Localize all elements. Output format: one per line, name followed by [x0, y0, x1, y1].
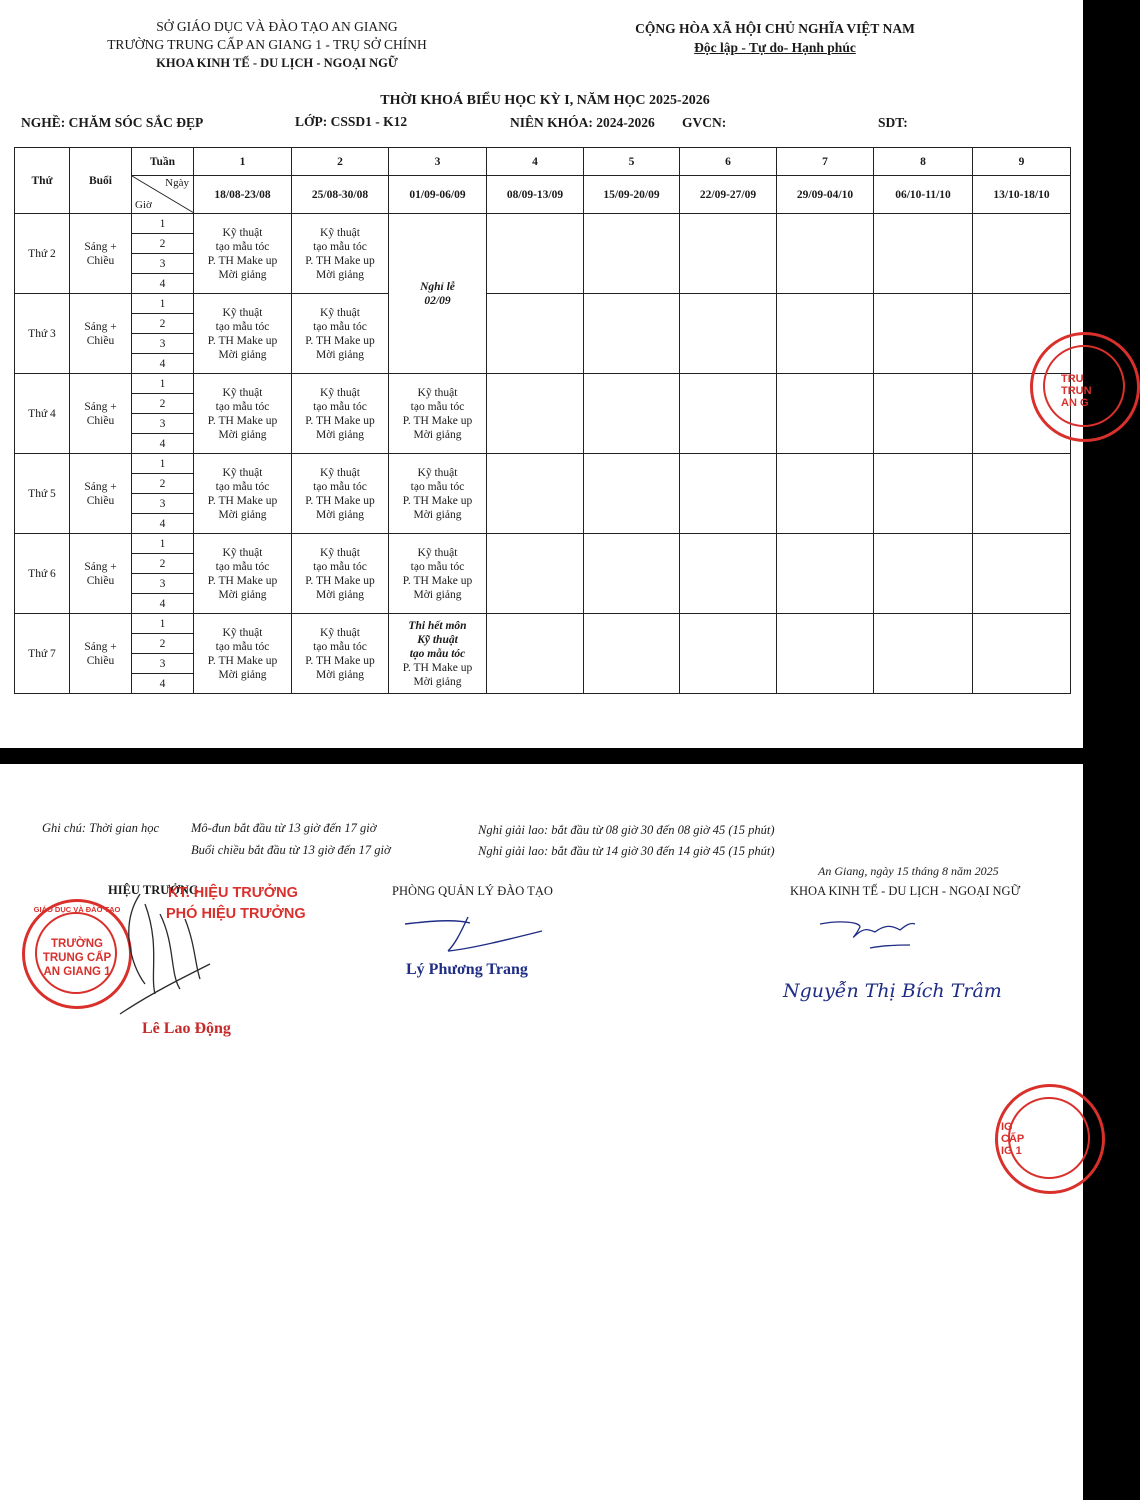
notes-signatures-page [0, 764, 1083, 1500]
major-label: NGHỀ: CHĂM SÓC SẮC ĐẸP [21, 115, 204, 130]
timetable-page [0, 0, 1092, 748]
day-hour-corner [132, 176, 194, 214]
holiday-line: Nghỉ lễ [420, 280, 455, 293]
table-row [15, 614, 1071, 634]
empty-cell [487, 614, 584, 694]
lesson-line: P. TH Make up [305, 654, 375, 667]
hour-cell: 4 [132, 514, 194, 534]
session-cell: Sáng + Chiều [70, 614, 132, 694]
week-dates: 06/10-11/10 [874, 176, 973, 214]
lesson-line: Mời giảng [413, 508, 462, 521]
day-cell: Thứ 7 [15, 614, 70, 694]
empty-cell [680, 454, 777, 534]
school-name: TRƯỜNG TRUNG CẤP AN GIANG 1 - TRỤ SỞ CHÍNH [107, 37, 427, 52]
lesson-line: tạo mẫu tóc [313, 320, 367, 333]
lesson-line: tạo mẫu tóc [313, 240, 367, 253]
week-number: 4 [487, 148, 584, 176]
week-dates: 29/09-04/10 [777, 176, 874, 214]
week-dates: 15/09-20/09 [584, 176, 680, 214]
lesson-line: Kỹ thuật [320, 226, 360, 239]
lesson-cell [292, 454, 389, 534]
exam-line: Mời giảng [413, 675, 462, 688]
hour-cell: 1 [132, 294, 194, 314]
empty-cell [874, 534, 973, 614]
training-signature [400, 909, 550, 959]
empty-cell [777, 294, 874, 374]
lesson-cell [194, 374, 292, 454]
empty-cell [487, 294, 584, 374]
empty-cell [487, 374, 584, 454]
kt-principal: KT. HIỆU TRƯỞNG [168, 885, 298, 901]
week-number: 3 [389, 148, 487, 176]
lesson-line: Kỹ thuật [320, 386, 360, 399]
stamp-line2: TRUNG CẤP [42, 952, 112, 964]
hour-cell: 1 [132, 534, 194, 554]
table-row [15, 534, 1071, 554]
lesson-line: P. TH Make up [402, 494, 473, 507]
week-dates: 22/09-27/09 [680, 176, 777, 214]
note-afternoon-time: Buổi chiều bắt đầu từ 13 giờ đến 17 giờ [191, 843, 391, 857]
empty-cell [584, 294, 680, 374]
lesson-cell [194, 454, 292, 534]
note-break-morning: Nghỉ giải lao: bắt đầu từ 08 giờ 30 đến 08 giờ 45 (15 phút) [478, 823, 775, 837]
week-dates: 18/08-23/08 [194, 176, 292, 214]
country-name: CỘNG HÒA XÃ HỘI CHỦ NGHĨA VIỆT NAM [635, 21, 915, 36]
session-cell: Sáng + Chiều [70, 534, 132, 614]
lesson-cell [389, 374, 487, 454]
lesson-line: P. TH Make up [305, 414, 375, 427]
lesson-line: P. TH Make up [207, 334, 278, 347]
timetable-body [15, 214, 1071, 694]
lesson-line: Mời giảng [413, 588, 462, 601]
exam-line: Kỹ thuật [417, 633, 458, 646]
empty-cell [973, 614, 1071, 694]
week-number: 1 [194, 148, 292, 176]
exam-cell [389, 614, 487, 694]
date-place: An Giang, ngày 15 tháng 8 năm 2025 [818, 864, 999, 878]
day-cell: Thứ 3 [15, 294, 70, 374]
week-dates: 08/09-13/09 [487, 176, 584, 214]
exam-line: Thi hết môn [408, 619, 467, 632]
lesson-line: P. TH Make up [305, 494, 375, 507]
hour-cell: 4 [132, 274, 194, 294]
empty-cell [680, 294, 777, 374]
empty-cell [487, 454, 584, 534]
empty-cell [874, 374, 973, 454]
faculty-name-handwritten: Nguyễn Thị Bích Trâm [783, 980, 1002, 1002]
lesson-line: P. TH Make up [305, 334, 375, 347]
lesson-line: Mời giảng [316, 588, 364, 601]
lesson-line: P. TH Make up [207, 254, 278, 267]
lesson-line: tạo mẫu tóc [313, 400, 367, 413]
lesson-line: Kỹ thuật [320, 546, 360, 559]
lesson-cell [194, 534, 292, 614]
lesson-line: Kỹ thuật [320, 306, 360, 319]
stamp-line1: TRƯỜNG [51, 938, 103, 950]
training-office-title: PHÒNG QUẢN LÝ ĐÀO TẠO [392, 884, 553, 898]
lesson-line: tạo mẫu tóc [410, 480, 465, 493]
lesson-line: P. TH Make up [207, 654, 278, 667]
stamp-partial-bottom: IG CẤP IG 1 [995, 1084, 1105, 1194]
lesson-cell [389, 534, 487, 614]
empty-cell [777, 374, 874, 454]
session-cell: Sáng + Chiều [70, 374, 132, 454]
lesson-line: tạo mẫu tóc [410, 400, 465, 413]
lesson-line: Kỹ thuật [417, 386, 458, 399]
week-number: 5 [584, 148, 680, 176]
date-header-row [15, 176, 1071, 214]
empty-cell [973, 214, 1071, 294]
lesson-line: tạo mẫu tóc [215, 640, 270, 653]
empty-cell [584, 214, 680, 294]
week-dates: 13/10-18/10 [973, 176, 1071, 214]
lesson-line: P. TH Make up [402, 414, 473, 427]
hour-cell: 4 [132, 354, 194, 374]
lesson-line: tạo mẫu tóc [215, 480, 270, 493]
col-thu: Thứ [15, 148, 70, 214]
lesson-line: P. TH Make up [207, 574, 278, 587]
lesson-line: tạo mẫu tóc [215, 560, 270, 573]
lesson-line: P. TH Make up [402, 574, 473, 587]
lesson-cell [292, 614, 389, 694]
motto: Độc lập - Tự do- Hạnh phúc [694, 40, 856, 55]
week-number: 7 [777, 148, 874, 176]
lesson-line: tạo mẫu tóc [410, 560, 465, 573]
lesson-line: Kỹ thuật [417, 546, 458, 559]
hour-cell: 3 [132, 654, 194, 674]
hour-cell: 3 [132, 414, 194, 434]
lesson-line: Mời giảng [316, 668, 364, 681]
table-row [15, 294, 1071, 314]
session-cell: Sáng + Chiều [70, 214, 132, 294]
col-ngay: Ngày [165, 177, 189, 189]
hour-cell: 4 [132, 434, 194, 454]
lesson-line: P. TH Make up [207, 494, 278, 507]
lesson-line: Kỹ thuật [222, 306, 263, 319]
lesson-line: Kỹ thuật [222, 226, 263, 239]
hour-cell: 3 [132, 254, 194, 274]
day-cell: Thứ 4 [15, 374, 70, 454]
hour-cell: 4 [132, 674, 194, 694]
empty-cell [973, 534, 1071, 614]
table-row [15, 214, 1071, 234]
day-cell: Thứ 6 [15, 534, 70, 614]
table-row [15, 454, 1071, 474]
lesson-line: Mời giảng [218, 668, 267, 681]
hour-cell: 3 [132, 574, 194, 594]
lesson-cell [292, 374, 389, 454]
lesson-line: Mời giảng [218, 428, 267, 441]
lesson-line: Kỹ thuật [222, 386, 263, 399]
lesson-cell [194, 214, 292, 294]
stamp-partial-top: TRU TRUN AN G [1030, 332, 1140, 442]
lesson-line: Kỹ thuật [417, 466, 458, 479]
cohort-label: NIÊN KHÓA: 2024-2026 [510, 115, 655, 130]
lesson-line: P. TH Make up [305, 254, 375, 267]
week-dates: 25/08-30/08 [292, 176, 389, 214]
week-number: 8 [874, 148, 973, 176]
lesson-line: tạo mẫu tóc [313, 480, 367, 493]
lesson-cell [292, 294, 389, 374]
lesson-cell [292, 214, 389, 294]
col-buoi: Buổi [70, 148, 132, 214]
hour-cell: 2 [132, 634, 194, 654]
holiday-line: 02/09 [424, 294, 451, 307]
empty-cell [874, 294, 973, 374]
note-module-time: Mô-đun bắt đầu từ 13 giờ đến 17 giờ [191, 821, 377, 835]
lesson-line: Kỹ thuật [320, 626, 360, 639]
lesson-line: Mời giảng [218, 348, 267, 361]
day-cell: Thứ 5 [15, 454, 70, 534]
lesson-line: Mời giảng [413, 428, 462, 441]
empty-cell [584, 534, 680, 614]
lesson-line: Mời giảng [218, 268, 267, 281]
exam-line: P. TH Make up [402, 661, 473, 674]
exam-line: tạo mẫu tóc [409, 647, 466, 660]
lesson-cell [194, 614, 292, 694]
hour-cell: 1 [132, 214, 194, 234]
week-number: 2 [292, 148, 389, 176]
lesson-line: Kỹ thuật [222, 626, 263, 639]
week-header-row [15, 148, 1071, 176]
lesson-line: Mời giảng [218, 508, 267, 521]
col-tuan: Tuần [132, 148, 194, 176]
lesson-line: Mời giảng [316, 428, 364, 441]
page-title: THỜI KHOÁ BIỂU HỌC KỲ I, NĂM HỌC 2025-2026 [380, 93, 710, 108]
dept-name: SỞ GIÁO DỤC VÀ ĐÀO TẠO AN GIANG [156, 19, 398, 34]
empty-cell [680, 214, 777, 294]
holiday-cell [389, 214, 487, 374]
faculty-signature [815, 912, 925, 952]
lesson-cell [194, 294, 292, 374]
lesson-line: tạo mẫu tóc [215, 320, 270, 333]
vice-principal: PHÓ HIỆU TRƯỞNG [166, 906, 306, 922]
lesson-line: Mời giảng [316, 508, 364, 521]
gvcn-label: GVCN: [682, 115, 727, 130]
lesson-line: P. TH Make up [305, 574, 375, 587]
empty-cell [874, 454, 973, 534]
week-number: 6 [680, 148, 777, 176]
empty-cell [777, 214, 874, 294]
lesson-line: tạo mẫu tóc [215, 240, 270, 253]
hour-cell: 2 [132, 474, 194, 494]
stamp-ring-text: GIÁO DỤC VÀ ĐÀO TẠO [33, 905, 121, 914]
lesson-line: tạo mẫu tóc [313, 640, 367, 653]
day-cell: Thứ 2 [15, 214, 70, 294]
timetable [14, 147, 1071, 694]
lesson-line: P. TH Make up [207, 414, 278, 427]
empty-cell [777, 614, 874, 694]
principal-signature [100, 884, 220, 1024]
week-number: 9 [973, 148, 1071, 176]
hour-cell: 1 [132, 614, 194, 634]
col-gio: Giờ [135, 199, 152, 211]
hour-cell: 3 [132, 494, 194, 514]
empty-cell [584, 374, 680, 454]
lesson-cell [389, 454, 487, 534]
lesson-line: Kỹ thuật [320, 466, 360, 479]
faculty-title: KHOA KINH TẾ - DU LỊCH - NGOẠI NGỮ [790, 884, 1021, 898]
principal-name: Lê Lao Động [142, 1020, 231, 1037]
principal-title: HIỆU TRƯỞNG [108, 883, 199, 897]
empty-cell [874, 214, 973, 294]
hour-cell: 2 [132, 234, 194, 254]
hour-cell: 3 [132, 334, 194, 354]
hour-cell: 2 [132, 394, 194, 414]
empty-cell [487, 534, 584, 614]
empty-cell [487, 214, 584, 294]
lesson-line: Mời giảng [316, 268, 364, 281]
empty-cell [584, 454, 680, 534]
hour-cell: 2 [132, 314, 194, 334]
empty-cell [973, 454, 1071, 534]
table-row [15, 374, 1071, 394]
session-cell: Sáng + Chiều [70, 294, 132, 374]
phone-label: SDT: [878, 115, 908, 130]
empty-cell [680, 534, 777, 614]
empty-cell [777, 454, 874, 534]
session-cell: Sáng + Chiều [70, 454, 132, 534]
stamp-line3: AN GIANG 1 [43, 966, 111, 978]
hour-cell: 2 [132, 554, 194, 574]
training-name: Lý Phương Trang [406, 961, 528, 978]
empty-cell [680, 614, 777, 694]
hour-cell: 1 [132, 374, 194, 394]
lesson-line: tạo mẫu tóc [313, 560, 367, 573]
week-dates: 01/09-06/09 [389, 176, 487, 214]
lesson-line: Kỹ thuật [222, 466, 263, 479]
note-break-afternoon: Nghỉ giải lao: bắt đầu từ 14 giờ 30 đến 14 giờ 45 (15 phút) [478, 844, 775, 858]
hour-cell: 1 [132, 454, 194, 474]
lesson-cell [292, 534, 389, 614]
hour-cell: 4 [132, 594, 194, 614]
lesson-line: Mời giảng [218, 588, 267, 601]
notes-label: Ghi chú: Thời gian học [42, 821, 160, 835]
empty-cell [680, 374, 777, 454]
empty-cell [584, 614, 680, 694]
class-label: LỚP: CSSD1 - K12 [295, 114, 408, 129]
lesson-line: Kỹ thuật [222, 546, 263, 559]
empty-cell [874, 614, 973, 694]
lesson-line: tạo mẫu tóc [215, 400, 270, 413]
faculty-name: KHOA KINH TẾ - DU LỊCH - NGOẠI NGỮ [156, 56, 398, 70]
empty-cell [777, 534, 874, 614]
lesson-line: Mời giảng [316, 348, 364, 361]
